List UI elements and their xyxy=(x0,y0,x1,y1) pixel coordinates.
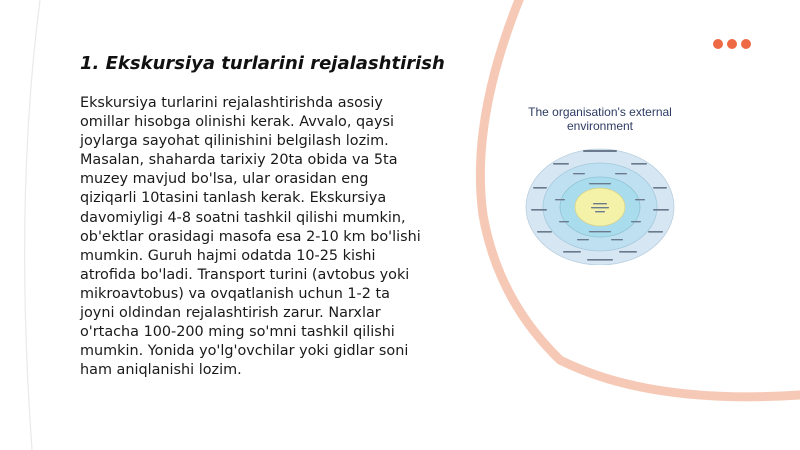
slide-body-text: Ekskursiya turlarini rejalashtirishda asosiy omillar hisobga olinishi kerak. Avvalo, qaysi joylarga sayohat qilinishini belgilash lozim. Masalan, shaharda tarixiy 20ta obida va 5ta muzey mavjud bo'lsa, ular orasidan eng qiziqarli 10tasini tanlash kerak. Ekskursiya davomiyligi 4-8 soatni tashkil qilishi mumkin, ob'ektlar orasidagi masofa esa 2-10 km bo'lishi mumkin. Guruh hajmi odatda 10-25 kishi atrofida bo'ladi. Transport turini (avtobus yoki mikroavtobus) va ovqatlanish uchun 1-2 ta joyni oldindan rejalashtirish zarur. Narxlar o'rtacha 100-200 ming so'mni tashkil qilishi mumkin. Yonida yo'lg'ovchilar yoki gidlar soni ham aniqlanishi lozim. xyxy=(80,95,421,379)
environment-diagram xyxy=(515,135,685,265)
accent-dot xyxy=(727,39,737,49)
figure-title xyxy=(515,105,685,133)
environment-diagram-figure xyxy=(515,105,685,265)
accent-dot xyxy=(713,39,723,49)
figure-title-line-2: environment xyxy=(566,119,634,133)
left-edge-arc xyxy=(25,0,40,450)
accent-dot xyxy=(741,39,751,49)
bottom-arc xyxy=(560,360,800,397)
slide-title: 1. Ekskursiya turlarini rejalashtirish xyxy=(80,53,445,74)
accent-dots xyxy=(713,39,751,49)
figure-title-line-1: The organisation's external xyxy=(528,105,672,119)
